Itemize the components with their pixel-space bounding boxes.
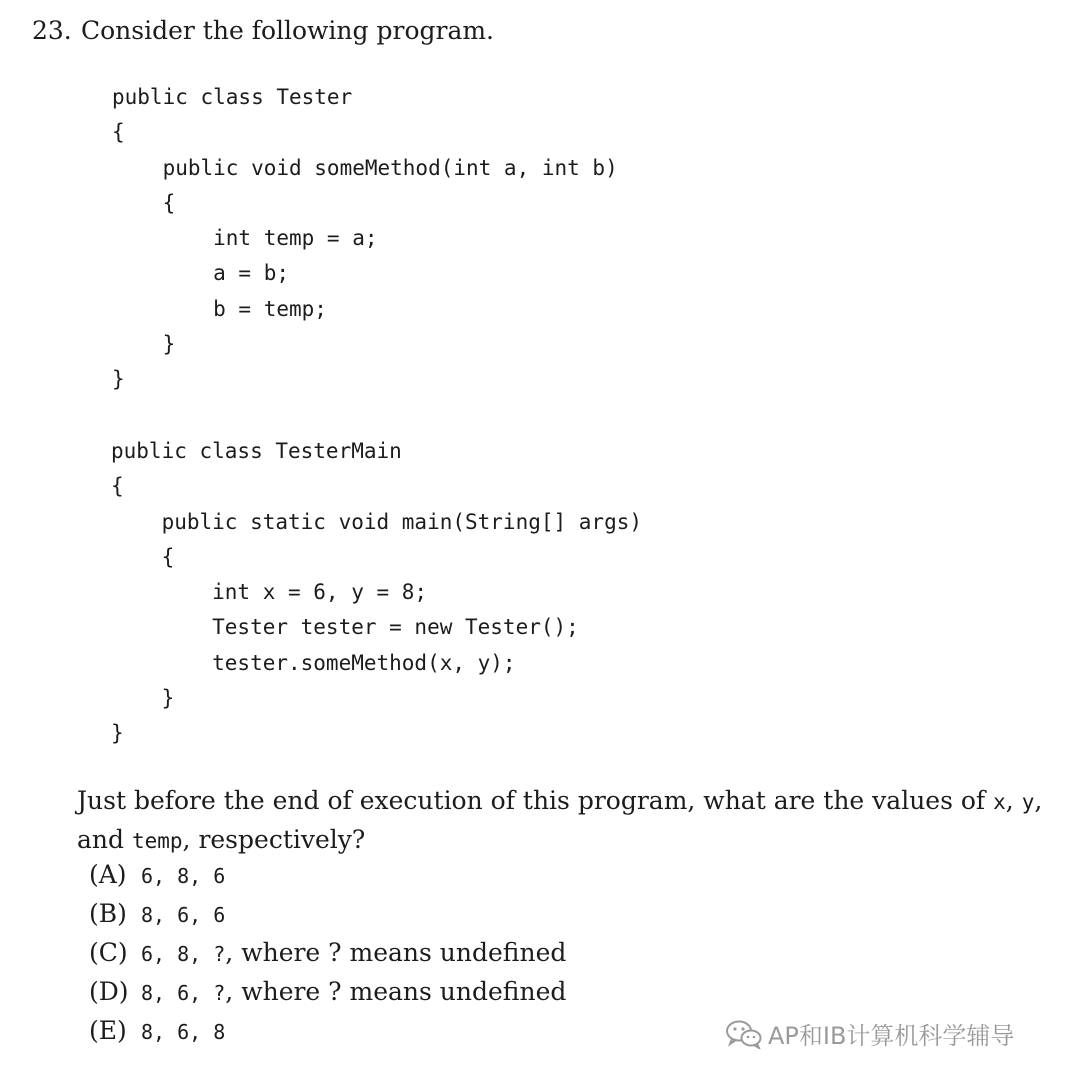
choice-value: 8, 6, ?	[141, 981, 226, 1005]
code-line: int x = 6, y = 8;	[111, 580, 428, 605]
prompt-text: ,	[1005, 786, 1022, 815]
choice-letter: (B)	[89, 899, 127, 928]
wechat-icon	[724, 1019, 764, 1055]
answer-choice-e	[89, 1016, 225, 1045]
inline-code-x: x	[993, 790, 1006, 814]
code-line: {	[112, 190, 176, 215]
code-line: a = b;	[112, 261, 290, 286]
code-line: {	[111, 474, 124, 499]
choice-value: 8, 6, 6	[141, 903, 226, 927]
code-line: public class TesterMain	[111, 439, 402, 463]
choice-note: , where ? means undefined	[225, 977, 567, 1006]
code-line: public void someMethod(int a, int b)	[112, 155, 618, 180]
code-block-tester-main	[111, 434, 642, 752]
answer-choice-d	[89, 977, 566, 1006]
code-block-tester	[112, 80, 618, 398]
code-line: b = temp;	[112, 296, 327, 321]
choice-value: 8, 6, 8	[141, 1020, 226, 1044]
watermark-text: AP和IB计算机科学辅导	[768, 1022, 1015, 1050]
code-line: {	[111, 544, 175, 569]
code-line: }	[112, 367, 125, 392]
question-stem: Consider the following program.	[81, 16, 495, 45]
watermark	[724, 1016, 1014, 1055]
question-number: 23.	[32, 16, 72, 45]
choice-letter: (D)	[89, 977, 129, 1006]
code-line: {	[112, 120, 125, 145]
inline-code-y: y	[1021, 790, 1035, 814]
answer-choice-a	[89, 860, 225, 889]
choice-value: 6, 8, 6	[141, 864, 226, 888]
code-line: }	[111, 721, 124, 746]
prompt-text: , and	[77, 786, 1043, 854]
code-line: public class Tester	[112, 85, 353, 109]
code-line: }	[111, 686, 175, 711]
code-line: tester.someMethod(x, y);	[111, 650, 516, 675]
code-line: }	[112, 332, 176, 357]
choice-value: 6, 8, ?	[141, 942, 226, 966]
choice-letter: (A)	[89, 860, 127, 889]
choice-letter: (E)	[89, 1016, 127, 1045]
prompt-text: Just before the end of execution of this program, what are the values of	[77, 786, 994, 815]
choice-note: , where ? means undefined	[225, 938, 567, 967]
answer-choice-c	[89, 938, 566, 967]
choice-letter: (C)	[89, 938, 128, 967]
question-prompt	[77, 782, 1067, 860]
inline-code-temp: temp	[131, 829, 183, 853]
code-line: Tester tester = new Tester();	[111, 615, 579, 640]
code-line: int temp = a;	[112, 226, 378, 251]
answer-choice-b	[89, 899, 225, 928]
code-line: public static void main(String[] args)	[111, 509, 643, 534]
prompt-text: , respectively?	[182, 825, 366, 854]
